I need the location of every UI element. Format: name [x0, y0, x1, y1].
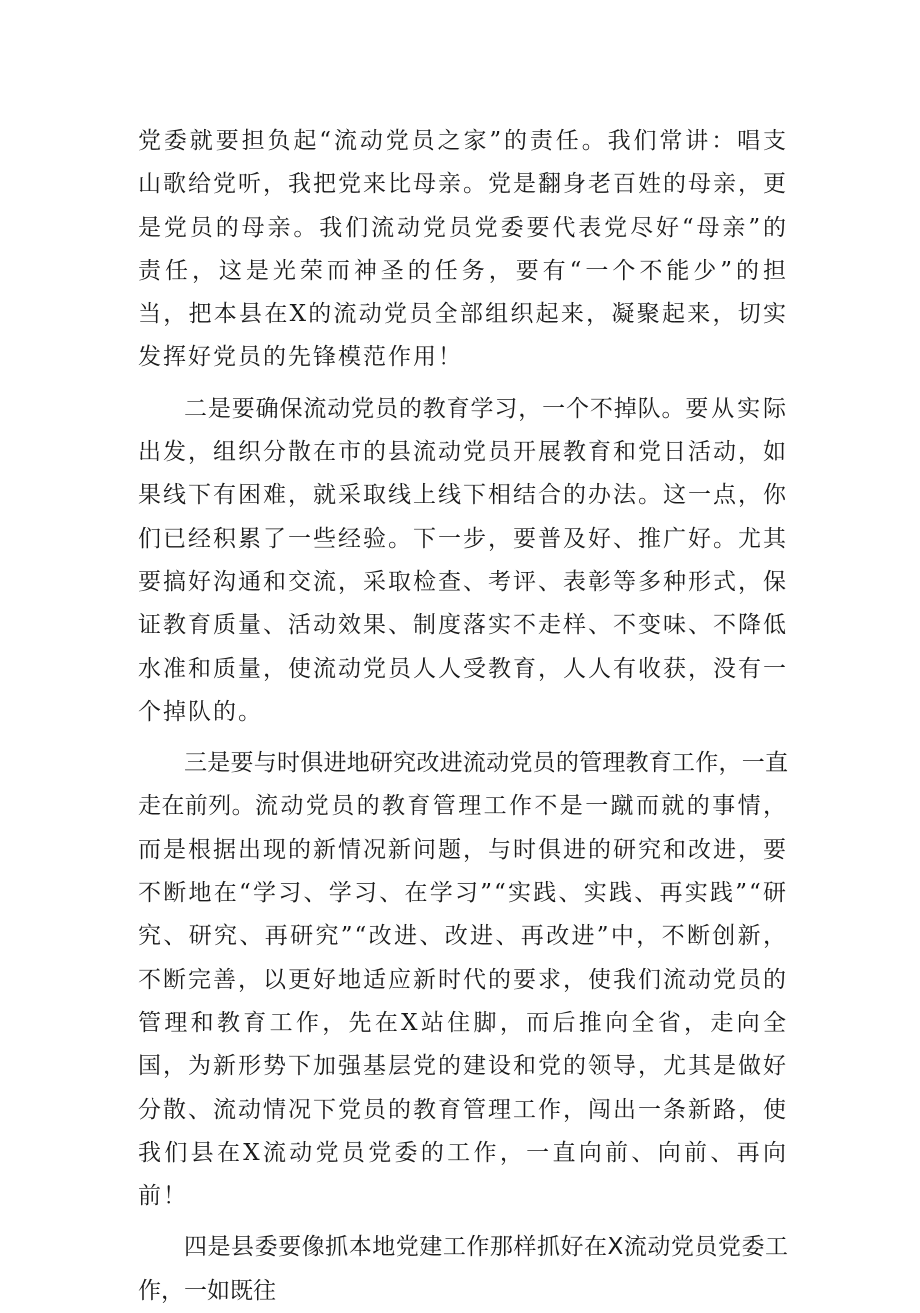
paragraph-lead: 三是要与时俱进地研究改进流动党员的管理教育工作，一直走在前列。 [138, 750, 788, 820]
document-body [138, 120, 788, 1313]
paragraph-lead: 四是县委要像抓本地党建工作那样抓好在X流动党员党委工作，一如既往 [138, 1234, 788, 1304]
paragraph-text: 要从实际出发，组织分散在市的县流动党员开展教育和党日活动，如果线下有困难，就采取线上线下相结合的办法。这一点，你们已经积累了一些经验。下一步，要普及好、推广好。尤其要搞好沟通和交流，采取检查、考评、表彰等多种形式，保证教育质量、活动效果、制度落实不走样、不变味、不降低水准和质量，使流动党员人人受教育，人人有收获，没有一个掉队的。 [138, 395, 788, 725]
paragraph-point-two [138, 388, 788, 734]
paragraph-lead: 二是要确保流动党员的教育学习，一个不掉队。 [184, 395, 686, 422]
paragraph-continuation [138, 120, 788, 380]
paragraph-point-four [138, 1226, 788, 1313]
paragraph-point-three [138, 742, 788, 1218]
paragraph-text: 党委就要担负起“流动党员之家”的责任。我们常讲：唱支山歌给党听，我把党来比母亲。党是翻身老百姓的母亲，更是党员的母亲。我们流动党员党委要代表党尽好“母亲”的责任，这是光荣而神圣的任务，要有“一个不能少”的担当，把本县在X的流动党员全部组织起来，凝聚起来，切实发挥好党员的先锋模范作用！ [138, 128, 788, 371]
paragraph-text: 流动党员的教育管理工作不是一蹴而就的事情，而是根据出现的新情况新问题，与时俱进的研究和改进，要不断地在“学习、学习、在学习”“实践、实践、再实践”“研究、研究、再研究”“改进、改进、再改进”中，不断创新，不断完善，以更好地适应新时代的要求，使我们流动党员的管理和教育工作，先在X站住脚，而后推向全省，走向全国，为新形势下加强基层党的建设和党的领导，尤其是做好分散、流动情况下党员的教育管理工作，闯出一条新路，使我们县在X流动党员党委的工作，一直向前、向前、再向前！ [138, 793, 788, 1210]
